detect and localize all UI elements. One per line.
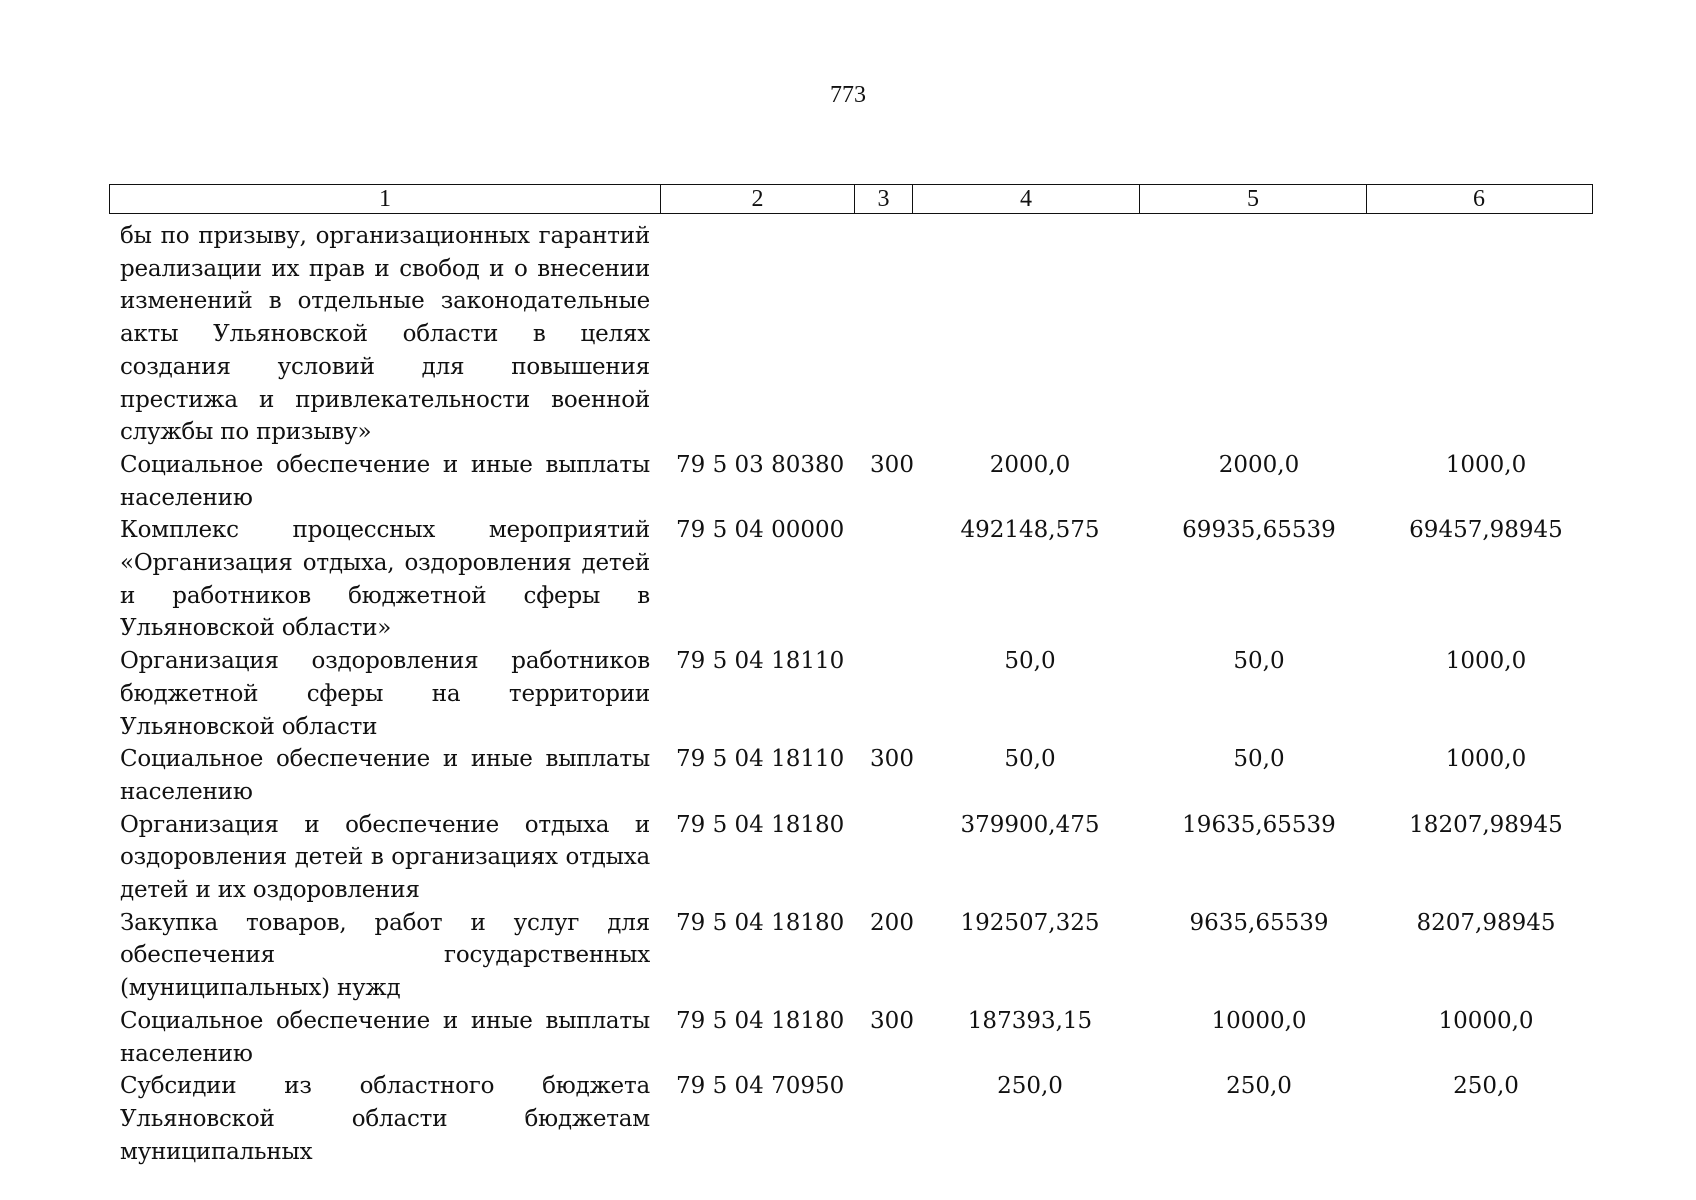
row-value-5: 9635,65539 bbox=[1189, 909, 1329, 936]
table-row bbox=[120, 907, 1600, 1005]
row-value-6: 1000,0 bbox=[1445, 648, 1527, 675]
table-row bbox=[120, 514, 1600, 645]
row-description: Социальное обеспечение и иные выплаты населению bbox=[120, 1007, 650, 1067]
row-kvr: 300 bbox=[870, 1007, 914, 1034]
row-value-4: 2000,0 bbox=[989, 451, 1071, 478]
table-row bbox=[120, 743, 1600, 808]
table-row bbox=[120, 220, 1600, 449]
row-value-6: 10000,0 bbox=[1438, 1007, 1534, 1034]
row-description: Комплекс процессных мероприятий «Организация отдыха, оздоровления детей и работников бюджетной сферы в Ульяновской области» bbox=[120, 517, 650, 642]
table-row bbox=[120, 449, 1600, 514]
row-value-5: 19635,65539 bbox=[1182, 811, 1336, 838]
row-code: 79 5 04 18180 bbox=[676, 1007, 845, 1034]
row-value-5: 50,0 bbox=[1233, 648, 1285, 675]
row-value-6: 18207,98945 bbox=[1409, 811, 1563, 838]
row-value-6: 250,0 bbox=[1453, 1073, 1519, 1100]
table-header-row bbox=[109, 184, 1593, 214]
row-value-6: 1000,0 bbox=[1445, 451, 1527, 478]
row-description: Социальное обеспечение и иные выплаты населению bbox=[120, 451, 650, 511]
row-code: 79 5 04 70950 bbox=[676, 1073, 845, 1100]
table-row bbox=[120, 809, 1600, 907]
row-value-6: 1000,0 bbox=[1445, 746, 1527, 773]
row-value-4: 379900,475 bbox=[960, 811, 1100, 838]
row-kvr: 200 bbox=[870, 909, 914, 936]
table-body bbox=[120, 220, 1600, 1168]
header-col-3: 3 bbox=[855, 185, 913, 213]
table-row bbox=[120, 1005, 1600, 1070]
header-col-5: 5 bbox=[1140, 185, 1367, 213]
row-description: Организация и обеспечение отдыха и оздоровления детей в организациях отдыха детей и их оздоровления bbox=[120, 811, 650, 904]
row-kvr: 300 bbox=[870, 451, 914, 478]
row-description: Организация оздоровления работников бюджетной сферы на территории Ульяновской области bbox=[120, 648, 650, 740]
row-value-4: 50,0 bbox=[1004, 648, 1056, 675]
row-value-5: 10000,0 bbox=[1211, 1007, 1307, 1034]
table-row bbox=[120, 1070, 1600, 1168]
row-description: бы по призыву, организационных гарантий реализации их прав и свобод и о внесении изменений в отдельные законодательные акты Ульяновской области в целях создания условий для повышения престижа и привлекательности военной службы по призыву» bbox=[120, 223, 650, 446]
table-row bbox=[120, 645, 1600, 743]
row-value-5: 2000,0 bbox=[1218, 451, 1300, 478]
row-value-4: 192507,325 bbox=[960, 909, 1100, 936]
page-number: 773 bbox=[830, 82, 866, 108]
row-value-4: 250,0 bbox=[997, 1073, 1063, 1100]
row-code: 79 5 04 18110 bbox=[676, 746, 845, 773]
row-value-6: 69457,98945 bbox=[1409, 517, 1563, 544]
row-code: 79 5 04 18110 bbox=[676, 648, 845, 675]
row-value-4: 50,0 bbox=[1004, 746, 1056, 773]
row-value-5: 250,0 bbox=[1226, 1073, 1292, 1100]
row-value-4: 187393,15 bbox=[967, 1007, 1093, 1034]
row-code: 79 5 03 80380 bbox=[676, 451, 845, 478]
row-kvr: 300 bbox=[870, 746, 914, 773]
row-code: 79 5 04 18180 bbox=[676, 811, 845, 838]
row-value-5: 50,0 bbox=[1233, 746, 1285, 773]
row-description: Социальное обеспечение и иные выплаты населению bbox=[120, 746, 650, 805]
row-description: Закупка товаров, работ и услуг для обеспечения государственных (муниципальных) нужд bbox=[120, 909, 650, 1002]
row-value-6: 8207,98945 bbox=[1416, 909, 1556, 936]
header-col-1: 1 bbox=[110, 185, 661, 213]
row-value-5: 69935,65539 bbox=[1182, 517, 1336, 544]
row-description: Субсидии из областного бюджета Ульяновской области бюджетам муниципальных bbox=[120, 1073, 650, 1165]
header-col-2: 2 bbox=[661, 185, 855, 213]
row-code: 79 5 04 00000 bbox=[676, 517, 845, 544]
row-code: 79 5 04 18180 bbox=[676, 909, 845, 936]
header-col-6: 6 bbox=[1473, 186, 1485, 212]
row-value-4: 492148,575 bbox=[960, 517, 1100, 544]
header-col-4: 4 bbox=[913, 185, 1140, 213]
